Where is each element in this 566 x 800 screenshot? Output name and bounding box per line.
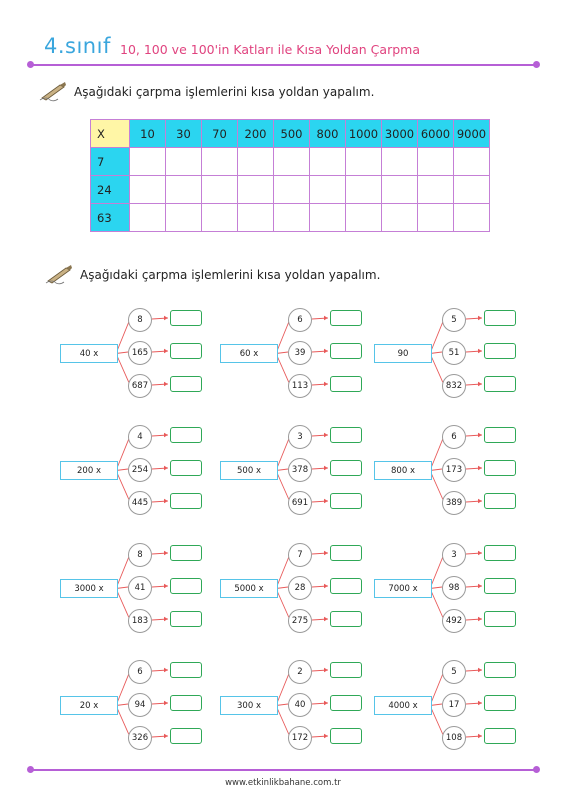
page-title: 10, 100 ve 100'in Katları ile Kısa Yoldan Çarpma — [120, 42, 420, 57]
branch-line — [430, 706, 444, 738]
multiplier-box: 300 x — [220, 696, 278, 715]
number-circle: 687 — [128, 374, 152, 398]
arrow-head — [478, 617, 482, 621]
arrow-head — [478, 349, 482, 353]
arrow-head — [324, 499, 328, 503]
answer-box[interactable] — [330, 578, 362, 594]
multiplier-box: 3000 x — [60, 579, 118, 598]
number-circle: 51 — [442, 341, 466, 365]
arrow-head — [324, 668, 328, 672]
arrow-head — [324, 382, 328, 386]
arrow-head — [478, 668, 482, 672]
answer-box[interactable] — [170, 343, 202, 359]
arrow-head — [324, 584, 328, 588]
instruction-1: Aşağıdaki çarpma işlemlerini kısa yoldan yapalım. — [74, 85, 375, 99]
answer-box[interactable] — [330, 427, 362, 443]
answer-box[interactable] — [484, 427, 516, 443]
branch-line — [430, 354, 444, 386]
number-circle: 6 — [288, 308, 312, 332]
number-circle: 6 — [128, 660, 152, 684]
answer-box[interactable] — [330, 493, 362, 509]
arrow-head — [478, 734, 482, 738]
instruction-2: Aşağıdaki çarpma işlemlerini kısa yoldan yapalım. — [80, 268, 381, 282]
number-circle: 28 — [288, 576, 312, 600]
table-column-header: 800 — [310, 120, 346, 148]
arrow-head — [324, 734, 328, 738]
answer-box[interactable] — [170, 493, 202, 509]
number-circle: 94 — [128, 693, 152, 717]
answer-box[interactable] — [484, 611, 516, 627]
arrow-head — [478, 316, 482, 320]
multiplier-box: 4000 x — [374, 696, 432, 715]
answer-box[interactable] — [170, 427, 202, 443]
number-circle: 832 — [442, 374, 466, 398]
number-circle: 98 — [442, 576, 466, 600]
multiplier-box: 90 — [374, 344, 432, 363]
arrow-head — [164, 433, 168, 437]
table-column-header: 500 — [274, 120, 310, 148]
footer-url: www.etkinlikbahane.com.tr — [225, 778, 341, 788]
number-circle: 691 — [288, 491, 312, 515]
arrow-head — [478, 499, 482, 503]
number-circle: 183 — [128, 609, 152, 633]
branch-line — [116, 589, 130, 621]
multiplier-box: 500 x — [220, 461, 278, 480]
branch-line — [430, 589, 444, 621]
arrow-head — [478, 382, 482, 386]
answer-box[interactable] — [170, 728, 202, 744]
arrow-head — [324, 701, 328, 705]
table-column-header: 1000 — [346, 120, 382, 148]
number-circle: 275 — [288, 609, 312, 633]
table-row-header: 7 — [91, 148, 130, 176]
table-column-header: 70 — [202, 120, 238, 148]
answer-box[interactable] — [330, 343, 362, 359]
answer-box[interactable] — [330, 310, 362, 326]
number-circle: 6 — [442, 425, 466, 449]
answer-box[interactable] — [484, 460, 516, 476]
number-circle: 254 — [128, 458, 152, 482]
arrow-head — [478, 701, 482, 705]
answer-box[interactable] — [330, 728, 362, 744]
answer-box[interactable] — [484, 343, 516, 359]
answer-box[interactable] — [484, 578, 516, 594]
number-circle: 173 — [442, 458, 466, 482]
answer-box[interactable] — [484, 310, 516, 326]
bottom-rule — [33, 769, 535, 771]
answer-box[interactable] — [170, 578, 202, 594]
multiplier-box: 40 x — [60, 344, 118, 363]
arrow-head — [164, 551, 168, 555]
answer-box[interactable] — [170, 376, 202, 392]
arrow-head — [478, 433, 482, 437]
branch-line — [430, 471, 444, 503]
answer-box[interactable] — [170, 662, 202, 678]
number-circle: 39 — [288, 341, 312, 365]
arrow-head — [164, 466, 168, 470]
branch-line — [276, 589, 290, 621]
answer-box[interactable] — [170, 695, 202, 711]
multiplier-box: 20 x — [60, 696, 118, 715]
multiplier-box: 7000 x — [374, 579, 432, 598]
arrow-head — [164, 668, 168, 672]
arrow-head — [164, 584, 168, 588]
arrow-head — [324, 551, 328, 555]
multiplier-box: 200 x — [60, 461, 118, 480]
number-circle: 3 — [442, 543, 466, 567]
number-circle: 5 — [442, 660, 466, 684]
multiplier-box: 800 x — [374, 461, 432, 480]
answer-box[interactable] — [484, 695, 516, 711]
answer-box[interactable] — [484, 728, 516, 744]
arrow-head — [324, 466, 328, 470]
arrow-head — [324, 433, 328, 437]
table-column-header: 6000 — [418, 120, 454, 148]
multiplier-box: 5000 x — [220, 579, 278, 598]
number-circle: 40 — [288, 693, 312, 717]
answer-box[interactable] — [170, 460, 202, 476]
number-circle: 3 — [288, 425, 312, 449]
arrow-head — [164, 382, 168, 386]
rule-right-dot — [533, 766, 540, 773]
number-circle: 445 — [128, 491, 152, 515]
table-corner: X — [91, 120, 130, 148]
number-circle: 5 — [442, 308, 466, 332]
branch-line — [116, 706, 130, 738]
answer-box[interactable] — [330, 695, 362, 711]
number-circle: 389 — [442, 491, 466, 515]
arrow-head — [164, 617, 168, 621]
branch-line — [276, 354, 290, 386]
arrow-head — [324, 349, 328, 353]
arrow-head — [164, 701, 168, 705]
number-circle: 326 — [128, 726, 152, 750]
answer-box[interactable] — [330, 460, 362, 476]
table-row-header: 63 — [91, 204, 130, 232]
arrow-head — [164, 734, 168, 738]
number-circle: 8 — [128, 543, 152, 567]
number-circle: 113 — [288, 374, 312, 398]
table-row-header: 24 — [91, 176, 130, 204]
answer-box[interactable] — [330, 545, 362, 561]
number-circle: 108 — [442, 726, 466, 750]
answer-box[interactable] — [330, 662, 362, 678]
answer-box[interactable] — [484, 545, 516, 561]
arrow-head — [324, 316, 328, 320]
multiplier-box: 60 x — [220, 344, 278, 363]
table-column-header: 3000 — [382, 120, 418, 148]
branch-line — [116, 471, 130, 503]
branch-line — [276, 471, 290, 503]
arrow-head — [478, 466, 482, 470]
grade-label: 4.sınıf — [44, 34, 111, 58]
number-circle: 2 — [288, 660, 312, 684]
number-circle: 41 — [128, 576, 152, 600]
table-column-header: 200 — [238, 120, 274, 148]
answer-box[interactable] — [330, 376, 362, 392]
number-circle: 378 — [288, 458, 312, 482]
branch-line — [116, 354, 130, 386]
number-circle: 172 — [288, 726, 312, 750]
answer-box[interactable] — [484, 662, 516, 678]
arrow-head — [164, 316, 168, 320]
number-circle: 7 — [288, 543, 312, 567]
arrow-head — [164, 499, 168, 503]
answer-box[interactable] — [170, 545, 202, 561]
arrow-head — [478, 551, 482, 555]
branch-line — [276, 706, 290, 738]
number-circle: 165 — [128, 341, 152, 365]
answer-box[interactable] — [170, 310, 202, 326]
table-column-header: 30 — [166, 120, 202, 148]
answer-box[interactable] — [170, 611, 202, 627]
answer-box[interactable] — [330, 611, 362, 627]
arrow-head — [164, 349, 168, 353]
number-circle: 8 — [128, 308, 152, 332]
table-column-header: 10 — [130, 120, 166, 148]
answer-box[interactable] — [484, 493, 516, 509]
number-circle: 492 — [442, 609, 466, 633]
number-circle: 17 — [442, 693, 466, 717]
number-circle: 4 — [128, 425, 152, 449]
arrow-head — [324, 617, 328, 621]
table-column-header: 9000 — [454, 120, 490, 148]
answer-box[interactable] — [484, 376, 516, 392]
arrow-head — [478, 584, 482, 588]
